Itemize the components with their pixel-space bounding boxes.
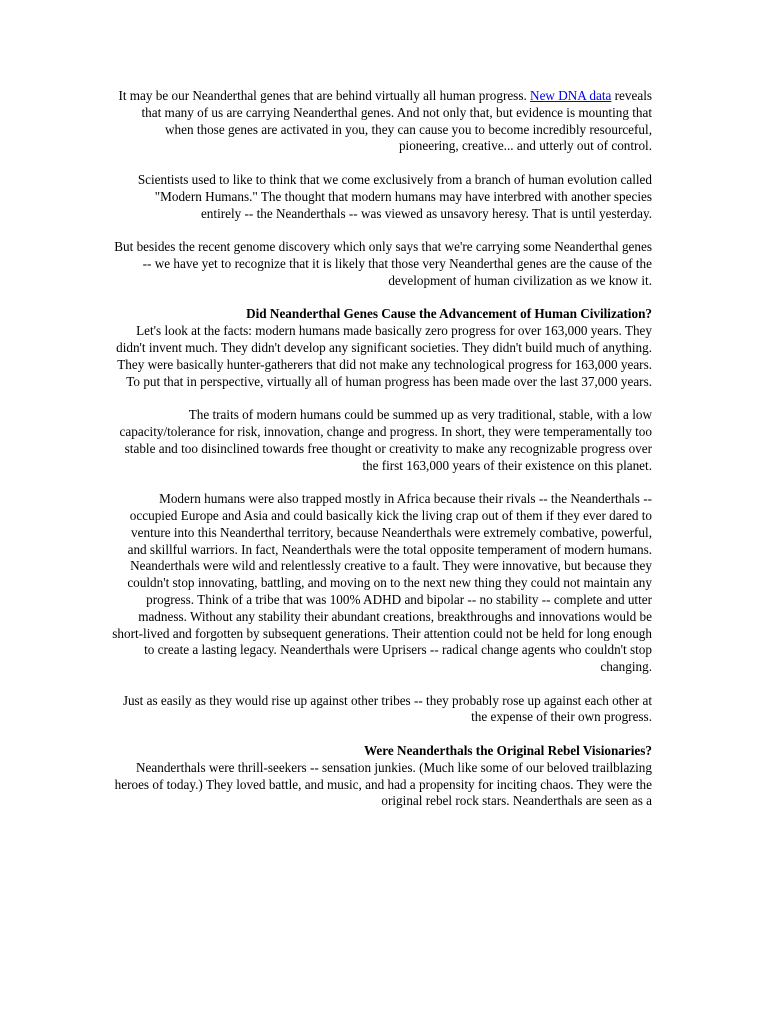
intro-text-before-link: It may be our Neanderthal genes that are behind virtually all human progress.: [118, 88, 531, 103]
paragraph-traits: The traits of modern humans could be summed up as very traditional, stable, with a low capacity/tolerance for risk, innovation, change and progress. In short, they were temperamentally too stable and too disinclined towards free thought or creativity to make any recognizable progress over the first 163,000 years of their existence on this planet.: [119, 407, 652, 473]
paragraph-trapped-in-africa: Modern humans were also trapped mostly in Africa because their rivals -- the Neanderthals -- occupied Europe and Asia and could basically kick the living crap out of them if they ever dared to venture into this Neanderthal territory, because Neanderthals were extremely combative, powerful, and skillful warriors. In fact, Neanderthals were the total opposite temperament of modern humans. Neanderthals were wild and relentlessly creative to a fault. They were innovative, but because they couldn't stop innovating, battling, and moving on to the next new thing they could not maintain any progress. Think of a tribe that was 100% ADHD and bipolar -- no stability -- complete and utter madness. Without any stability their abundant creations, breakthroughs and innovations would be short-lived and forgotten by subsequent generations. Their attention could not be held for long enough to create a lasting legacy. Neanderthals were Uprisers -- radical change agents who couldn't stop changing.: [112, 491, 652, 675]
section-heading-rebel-visionaries: Were Neanderthals the Original Rebel Visionaries?: [363, 743, 652, 759]
paragraph-thrill-seekers: Neanderthals were thrill-seekers -- sensation junkies. (Much like some of our beloved trailblazing heroes of today.) They loved battle, and music, and had a propensity for inciting chaos. They were the original rebel rock stars. Neanderthals are seen as a: [114, 759, 652, 809]
paragraph-rise-up: Just as easily as they would rise up against other tribes -- they probably rose up against each other at the expense of their own progress.: [122, 692, 652, 725]
section-heading-civilization: Did Neanderthal Genes Cause the Advancement of Human Civilization?: [246, 306, 652, 322]
document-page: [112, 88, 652, 827]
paragraph-genome-discovery: But besides the recent genome discovery which only says that we're carrying some Neanderthal genes -- we have yet to recognize that it is likely that those very Neanderthal genes are the cause of the development of human civilization as we know it.: [114, 239, 652, 288]
paragraph-facts: Let's look at the facts: modern humans made basically zero progress for over 163,000 years. They didn't invent much. They didn't develop any significant societies. They didn't build much of anything. They were basically hunter-gatherers that did not make any technological progress for 163,000 years. To put that in perspective, virtually all of human progress has been made over the last 37,000 years.: [116, 323, 652, 389]
paragraph-scientists: Scientists used to like to think that we come exclusively from a branch of human evolution called "Modern Humans." The thought that modern humans may have interbred with another species entirely -- the Neanderthals -- was viewed as unsavory heresy. That is until yesterday.: [137, 171, 652, 221]
intro-text-after-link: reveals that many of us are carrying Neanderthal genes. And not only that, but evidence is mounting that when those genes are activated in you, they can cause you to become incredibly resourceful, pioneering, creative... and utterly out of control.: [141, 88, 652, 154]
intro-paragraph: [112, 88, 652, 155]
new-dna-data-link[interactable]: New DNA data: [530, 88, 612, 103]
